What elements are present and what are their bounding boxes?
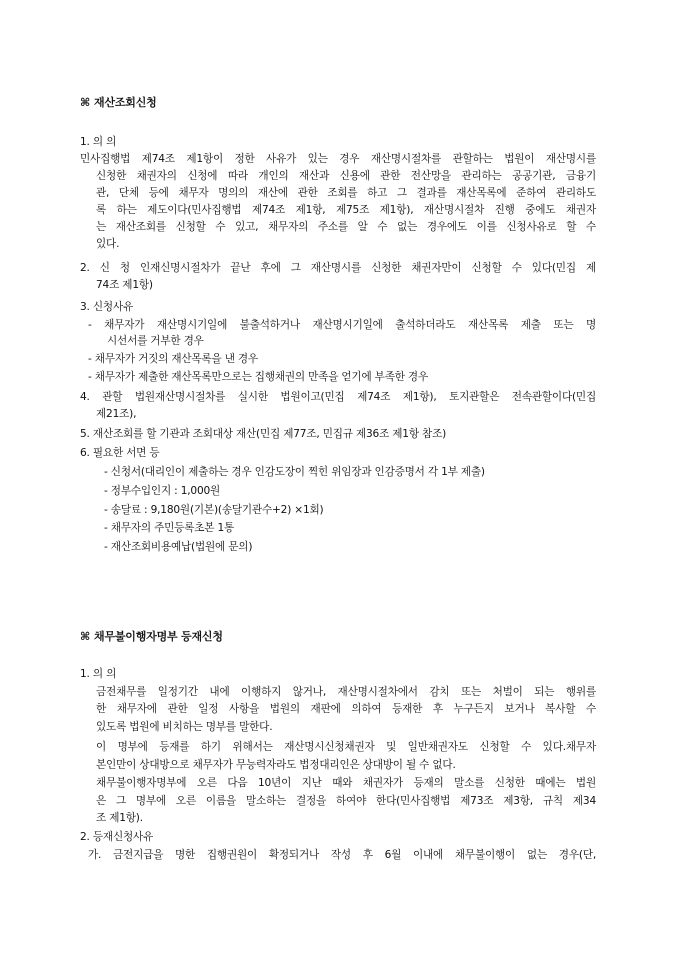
- paragraph-line: 금전채무를 일정기간 내에 이행하지 않거나, 재산명시절차에서 감치 또는 처벌이 되는 행위를: [96, 686, 596, 698]
- heading-item: 2. 신 청 인재신명시절차가 끝난 후에 그 재산명시를 신청한 채권자만이 신청할 수 있다(민집 제: [80, 262, 596, 274]
- paragraph-line: 있도록 법원에 비치하는 명부를 말한다.: [96, 721, 273, 733]
- paragraph-line: 제21조),: [96, 408, 137, 420]
- list-item: - 재산조회비용예납(법원에 문의): [104, 541, 253, 553]
- paragraph-line: 한 채무자에 관한 일정 사항을 법원의 재판에 의하여 등재한 후 누구든지 보거나 복사할 수: [96, 703, 596, 715]
- paragraph-line: 록 하는 제도이다(민사집행법 제74조 제1항, 제75조 제1항), 재산명시절차 진행 중에도 채권자: [96, 204, 596, 216]
- paragraph-line: 있다.: [96, 238, 120, 250]
- heading-item: 1. 의 의: [80, 136, 117, 148]
- paragraph-line: 본인만이 상대방으로 채무자가 무능력자라도 법정대리인은 상대방이 될 수 없다.: [96, 759, 456, 771]
- paragraph-line: 는 재산조회를 신청할 수 있고, 채무자의 주소를 알 수 없는 경우에도 이를 신청사유로 할 수: [96, 221, 596, 233]
- list-item: - 채무자가 재산명시기일에 불출석하거나 재산명시기일에 출석하더라도 재산목록 제출 또는 명: [88, 319, 596, 331]
- paragraph-line: 민사집행법 제74조 제1항이 정한 사유가 있는 경우 재산명시절차를 관할하는 법원이 재산명시를: [80, 153, 596, 165]
- section-heading: [80, 630, 223, 644]
- heading-item: 4. 관할 법원재산명시절차를 실시한 법원이고(민집 제74조 제1항), 토지관할은 전속관할이다(민집: [80, 391, 596, 403]
- list-item: - 채무자의 주민등록초본 1통: [104, 522, 235, 534]
- list-item: - 채무자가 제출한 재산목록만으로는 집행채권의 만족을 얻기에 부족한 경우: [88, 371, 429, 383]
- section-title: 재산조회신청: [94, 96, 157, 109]
- paragraph-line: 관, 단체 등에 채무자 명의의 재산에 관한 조회를 하고 그 결과를 재산목록에 준하여 관리하도: [96, 187, 596, 199]
- list-item: 가. 금전지급을 명한 집행권원이 확정되거나 작성 후 6월 이내에 채무불이행이 없는 경우(단,: [88, 849, 596, 861]
- paragraph-line: 은 그 명부에 오른 이름을 말소하는 결정을 하여야 한다(민사집행법 제73조 제3항, 규칙 제34: [96, 795, 596, 807]
- section-bullet-icon: ⌘: [80, 96, 91, 109]
- list-item: - 신청서(대리인이 제출하는 경우 인감도장이 찍힌 위임장과 인감증명서 각 1부 제출): [104, 466, 485, 478]
- list-item: - 정부수입인지 : 1,000원: [104, 485, 221, 497]
- section-heading: [80, 96, 157, 110]
- heading-item: 2. 등재신청사유: [80, 831, 154, 843]
- paragraph-line: 조 제1항).: [96, 812, 143, 824]
- list-item: - 송달료 : 9,180원(기본)(송달기관수+2) ×1회): [104, 504, 324, 516]
- section-title: 채무불이행자명부 등재신청: [94, 630, 223, 643]
- paragraph-line: 신청한 채권자의 신청에 따라 개인의 재산과 신용에 관한 전산망을 관리하는 공공기관, 금융기: [96, 170, 596, 182]
- paragraph-line: 74조 제1항): [96, 279, 153, 291]
- heading-item: 6. 필요한 서면 등: [80, 447, 160, 459]
- heading-item: 5. 재산조회를 할 기관과 조회대상 재산(민집 제77조, 민집규 제36조 제1항 참조): [80, 428, 447, 440]
- paragraph-line: 이 명부에 등재를 하기 위해서는 재산명시신청채권자 및 일반채권자도 신청할 수 있다.채무자: [96, 741, 596, 753]
- heading-item: 1. 의 의: [80, 668, 117, 680]
- list-item: 시선서를 거부한 경우: [107, 335, 204, 347]
- paragraph-line: 채무불이행자명부에 오른 다음 10년이 지난 때와 채권자가 등재의 말소를 신청한 때에는 법원: [96, 777, 596, 789]
- list-item: - 채무자가 거짓의 재산목록을 낸 경우: [88, 353, 258, 365]
- section-bullet-icon: ⌘: [80, 630, 91, 643]
- heading-item: 3. 신청사유: [80, 301, 134, 313]
